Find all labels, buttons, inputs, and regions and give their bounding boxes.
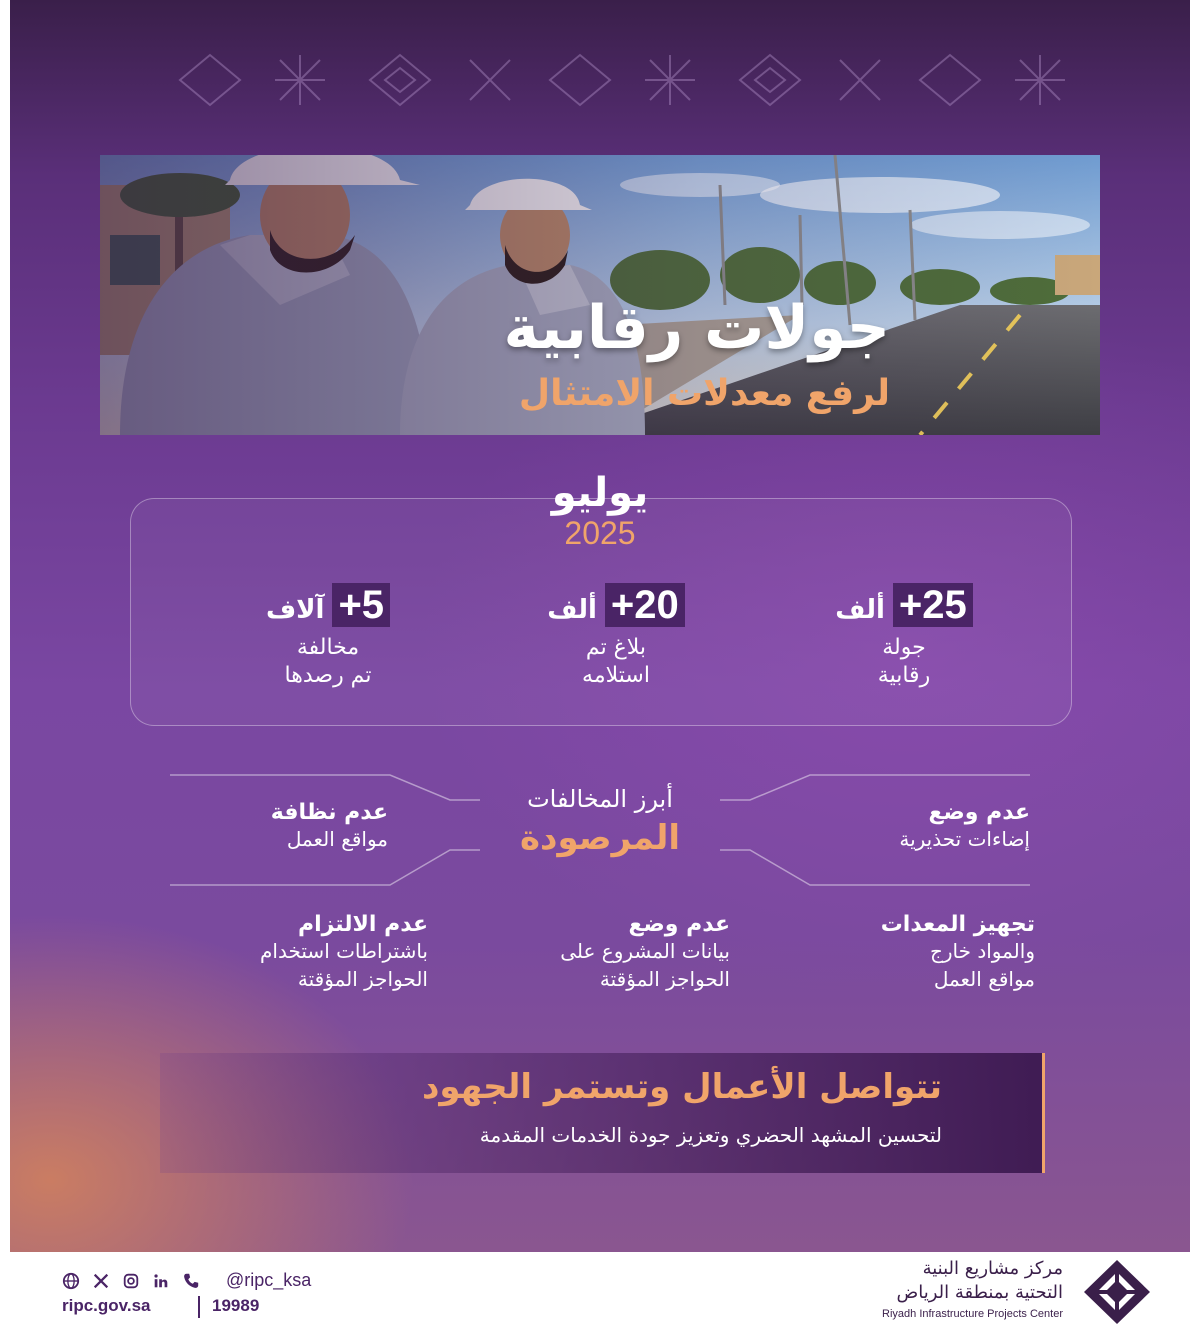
instagram-icon[interactable] xyxy=(122,1272,140,1290)
banner-subtitle: لتحسين المشهد الحضري وتعزيز جودة الخدمات المقدمة xyxy=(479,1123,942,1147)
poster xyxy=(10,0,1190,1252)
violation-desc: مواقع العمل xyxy=(933,967,1035,991)
stat-desc-line2: استلامه xyxy=(582,663,650,688)
violations-subtitle: المرصودة xyxy=(519,818,681,858)
hero-subtitle: لرفع معدلات الامتثال xyxy=(518,373,890,414)
social-handle[interactable]: @ripc_ksa xyxy=(226,1270,312,1290)
stat-tours xyxy=(774,582,1034,690)
month-label: يوليو xyxy=(551,470,649,516)
linkedin-icon[interactable] xyxy=(152,1272,170,1290)
stat-value: +20 xyxy=(605,583,685,627)
stat-unit: ألف xyxy=(547,595,597,625)
stat-desc-line2: رقابية xyxy=(877,663,931,688)
footer xyxy=(0,1252,1200,1333)
hero-photo xyxy=(100,155,1100,435)
violation-heading: تجهيز المعدات xyxy=(880,912,1035,937)
phone-icon[interactable] xyxy=(182,1272,200,1290)
year-label: 2025 xyxy=(564,515,636,551)
stat-desc-line2: تم رصدها xyxy=(284,663,372,688)
violation-desc: الحواجز المؤقتة xyxy=(297,967,428,991)
violation-desc: باشتراطات استخدام xyxy=(260,939,428,963)
violation-desc: مواقع العمل xyxy=(286,827,388,851)
stat-value: +5 xyxy=(332,583,390,627)
violation-desc: بيانات المشروع على xyxy=(560,939,730,963)
violation-item xyxy=(730,800,1030,853)
footer-divider xyxy=(198,1296,200,1318)
decorative-pattern xyxy=(160,50,1120,110)
violation-item xyxy=(735,912,1035,993)
stat-violations xyxy=(198,582,458,690)
violation-heading: عدم وضع xyxy=(628,912,730,937)
stat-desc-line1: جولة xyxy=(882,635,926,660)
closing-banner xyxy=(160,1053,1045,1173)
violation-desc: الحواجز المؤقتة xyxy=(599,967,730,991)
stat-unit: آلاف xyxy=(265,595,325,625)
violation-heading: عدم الالتزام xyxy=(297,912,428,937)
website-link[interactable]: ripc.gov.sa xyxy=(62,1296,151,1315)
violation-desc: والمواد خارج xyxy=(929,939,1035,963)
violation-desc: إضاءات تحذيرية xyxy=(899,827,1030,851)
hero-title: جولات رقابية xyxy=(503,293,890,363)
violation-item xyxy=(430,912,730,993)
org-name-ar-line2: التحتية بمنطقة الرياض xyxy=(896,1282,1063,1303)
violation-heading: عدم وضع xyxy=(928,800,1030,825)
stat-desc-line1: بلاغ تم xyxy=(585,635,647,660)
stat-desc-line1: مخالفة xyxy=(296,635,360,660)
phone-number[interactable]: 19989 xyxy=(212,1296,260,1315)
violations-title: أبرز المخالفات xyxy=(527,785,673,813)
globe-icon[interactable] xyxy=(62,1272,80,1290)
violation-item xyxy=(88,800,388,853)
x-icon[interactable] xyxy=(92,1272,110,1290)
stat-reports xyxy=(486,582,746,690)
violation-heading: عدم نظافة xyxy=(270,800,388,825)
ripc-logo-icon xyxy=(1080,1258,1154,1326)
org-name-ar-line1: مركز مشاريع البنية xyxy=(922,1258,1063,1279)
org-name-en: Riyadh Infrastructure Projects Center xyxy=(882,1308,1063,1320)
stat-value: +25 xyxy=(893,583,973,627)
social-links xyxy=(62,1270,311,1291)
stat-unit: ألف xyxy=(835,595,885,625)
violation-item xyxy=(128,912,428,993)
banner-title: تتواصل الأعمال وتستمر الجهود xyxy=(421,1067,942,1107)
